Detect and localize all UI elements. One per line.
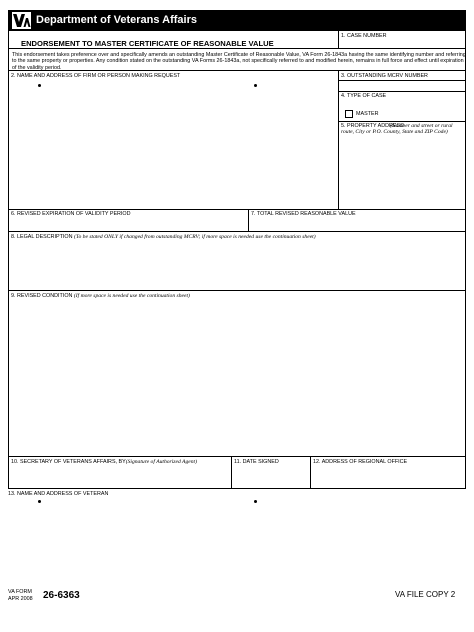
divider-line [338,31,339,48]
divider-line [8,48,466,49]
property-address-hint: (Number and street or rural route, City or P.O. County, State and ZIP Code) [341,123,453,135]
form-number: 26-6363 [43,590,80,601]
divider-line [338,80,466,81]
revised-expiration-field[interactable]: 6. REVISED EXPIRATION OF VALIDITY PERIOD [11,211,131,217]
agency-name: Department of Veterans Affairs [36,14,197,26]
outstanding-mcrv-field[interactable]: 3. OUTSTANDING MCRV NUMBER [341,73,428,79]
address-window-mark [254,84,257,87]
firm-name-address-field[interactable]: 2. NAME AND ADDRESS OF FIRM OR PERSON MAKING REQUEST [11,73,181,79]
divider-line [8,488,466,489]
divider-line [338,91,466,92]
divider-line [8,456,466,457]
revised-condition-label: 9. REVISED CONDITION [11,293,73,299]
legal-description-label: 8. LEGAL DESCRIPTION [11,234,73,240]
date-signed-field[interactable]: 11. DATE SIGNED [234,459,279,465]
property-address-field[interactable]: 5. PROPERTY ADDRESS [341,123,404,129]
divider-line [8,231,466,232]
legal-description-hint: (To be stated ONLY if changed from outstanding MCRV; if more space is needed use the continuation sheet) [74,234,316,240]
divider-line [8,209,466,210]
file-copy-label: VA FILE COPY 2 [395,590,456,599]
regional-office-field[interactable]: 12. ADDRESS OF REGIONAL OFFICE [313,459,408,465]
frame-right [465,31,466,488]
revised-condition-field[interactable] [11,293,190,299]
master-checkbox[interactable] [345,110,353,118]
veteran-name-address-field[interactable]: 13. NAME AND ADDRESS OF VETERAN [8,491,109,497]
form-title: ENDORSEMENT TO MASTER CERTIFICATE OF REASONABLE VALUE [21,39,274,48]
divider-line [338,70,339,209]
legal-description-field[interactable] [11,234,316,240]
divider-line [248,209,249,231]
secretary-hint: (Signature of Authorized Agent) [125,459,197,465]
total-revised-value-field[interactable]: 7. TOTAL REVISED REASONABLE VALUE [251,211,356,217]
master-option-label: MASTER [356,111,379,117]
divider-line [338,121,466,122]
intro-note: This endorsement takes preference over and specifically amends an outstanding Master Certificate of Reasonable Value, VA Form 26-1843a having the same identifying number and referring to the same property or properties. Any condition stated on the outstanding VA Forms 26-1843a, not specifically referred to and modified herein, remains in full force and effect until expiration of the validity period. [12,52,466,71]
address-window-mark [38,500,41,503]
secretary-label: 10. SECRETARY OF VETERANS AFFAIRS, BY [11,459,126,465]
frame-left [8,31,9,488]
va-logo-icon [12,12,31,29]
address-window-mark [38,84,41,87]
divider-line [310,456,311,488]
form-date: APR 2008 [8,596,33,602]
revised-condition-hint: (If more space is needed use the continuation sheet) [73,293,190,299]
divider-line [8,290,466,291]
divider-line [231,456,232,488]
secretary-signature-field[interactable] [11,459,197,465]
type-of-case-label: 4. TYPE OF CASE [341,93,387,99]
case-number-field[interactable]: 1. CASE NUMBER [341,33,387,39]
address-window-mark [254,500,257,503]
va-form-label: VA FORM [8,589,32,595]
